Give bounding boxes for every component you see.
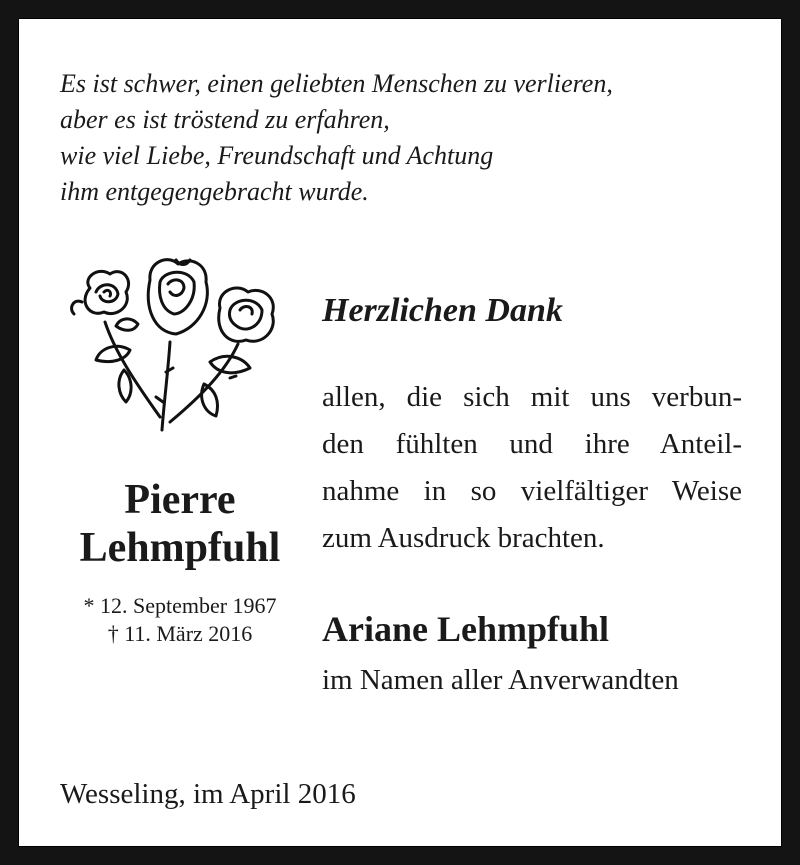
birth-date: * 12. September 1967 [83,593,277,618]
thanks-text [322,374,742,562]
signer-subtitle: im Namen aller Anverwandten [322,664,679,696]
signer-name: Ariane Lehmpfuhl [322,609,610,649]
quote-line: aber es ist tröstend zu erfahren, [60,105,390,134]
place-date: Wesseling, im April 2016 [60,778,356,810]
thanks-line: zum Ausdruck brachten. [322,522,605,554]
deceased-name [40,476,320,572]
opening-quote [60,66,613,210]
roses-icon [60,252,290,437]
life-dates [40,592,320,648]
deceased-last-name: Lehmpfuhl [79,525,281,571]
thanks-line: den fühlten und ihre Anteil- [322,428,742,460]
death-date: † 11. März 2016 [107,621,253,646]
deceased-first-name: Pierre [124,477,236,523]
quote-line: wie viel Liebe, Freundschaft und Achtung [60,141,494,170]
thanks-line: allen, die sich mit uns verbun- [322,381,742,413]
thanks-line: nahme in so vielfältiger Weise [322,475,742,507]
quote-line: ihm entgegengebracht wurde. [60,177,369,206]
thanks-heading: Herzlichen Dank [322,292,563,329]
quote-line: Es ist schwer, einen geliebten Menschen zu verlieren, [60,69,613,98]
